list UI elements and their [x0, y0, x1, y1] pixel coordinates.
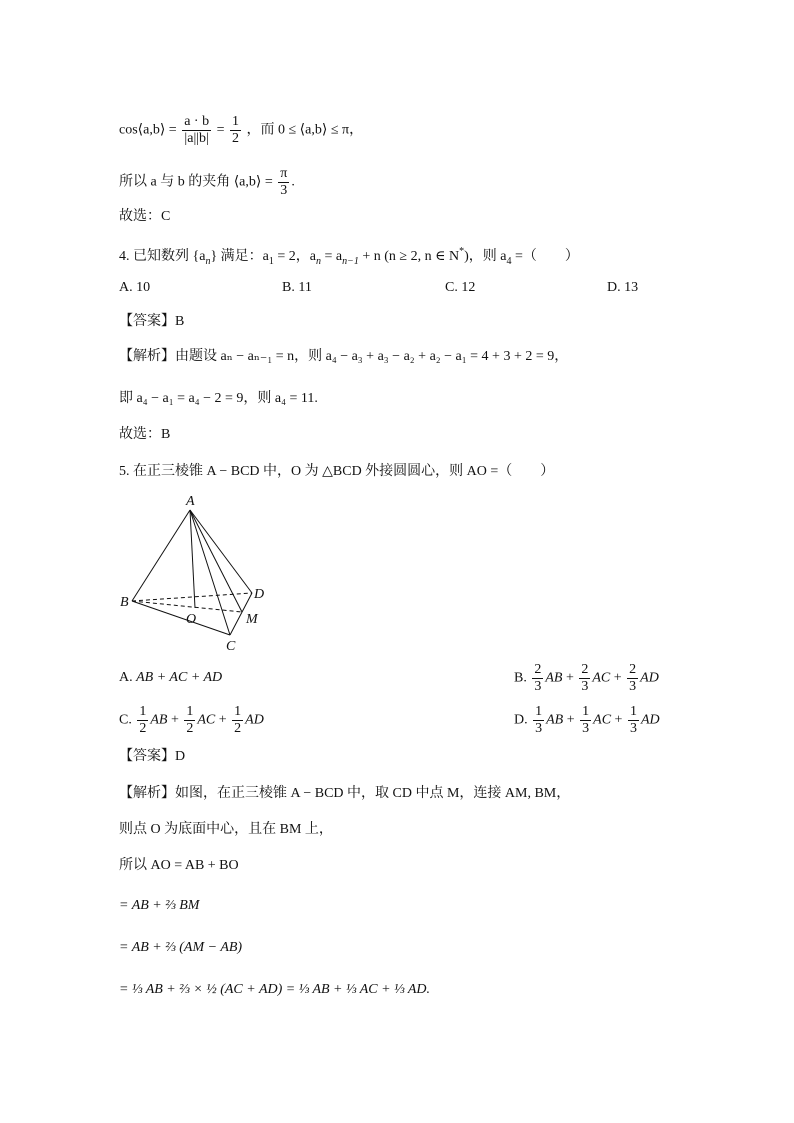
q4-stem: 4. 已知数列 $\{a_n\}$ 满足：$a_1 = 2$，$a_n = a_{n-1} + n$ (n ≥ 2, n ∈ N*)，则 $a_4$ =（ ） — [119, 246, 579, 267]
edge-ad — [190, 510, 252, 593]
q4-stem-e: + n (n ≥ 2, n ∈ N — [358, 249, 460, 264]
angle-line — [119, 166, 295, 199]
pi-num: π — [280, 166, 288, 181]
label-c: C — [226, 639, 236, 654]
q4-stem-f: )，则 a — [464, 249, 507, 264]
q4-analysis-2: 即 a₄ − a₁ = a₄ − 2 = 9，则 a₄ = 11. — [119, 391, 318, 406]
pi-fraction — [278, 166, 289, 199]
cos-numerator: a · b — [184, 114, 210, 129]
cos-formula-line: cos⟨a,b⟩ = $\frac{a \cdot b}{|a||b|}$ = $\frac{1}{2}$ ，而 0 ≤ ⟨a,b⟩ ≤ π， — [119, 114, 364, 146]
q5-option-a-expr: AB + AC + AD — [136, 670, 223, 685]
q5-analysis-1: 【解析】如图，在正三棱锥 A − BCD 中，取 CD 中点 M，连接 AM, BM， — [119, 786, 571, 801]
q4-option-d: D. 13 — [607, 280, 639, 295]
q5-option-c: C. $\frac{1}{2}$ AB + $\frac{1}{2}$ AC + $\frac{1}{2}$ AD — [119, 704, 264, 736]
cos-denominator: |a||b| — [184, 131, 209, 146]
q4-option-c: C. 12 — [445, 280, 476, 295]
q4-answer: 【答案】B — [119, 314, 185, 329]
q4-stem-a: 4. 已知数列 {a — [119, 249, 206, 264]
q4-analysis-1: 【解析】由题设 aₙ − aₙ₋₁ = n，则 a₄ − a₃ + a₃ − a₂ + a₂ − a₁ = 4 + 3 + 2 = 9， — [119, 349, 569, 364]
cos-fraction — [182, 114, 211, 147]
edge-ab — [132, 510, 190, 601]
half-num: 1 — [232, 114, 239, 129]
label-d: D — [254, 587, 265, 602]
q5-answer: 【答案】D — [119, 749, 186, 764]
q5-step-1: = AB + ⅔ BM — [119, 898, 200, 913]
q5-step-3: = ⅓ AB + ⅔ × ½ (AC + AD) = ⅓ AB + ⅓ AC + ⅓ AD. — [119, 982, 431, 997]
angle-prefix: 所以 a 与 b 的夹角 ⟨a,b⟩ = — [119, 174, 273, 190]
half-den: 2 — [232, 131, 239, 146]
q5-option-d-label: D. — [514, 712, 528, 728]
q5-analysis-2: 则点 O 为底面中心，且在 BM 上， — [119, 822, 333, 837]
q5-stem: 5. 在正三棱锥 A − BCD 中，O 为 △BCD 外接圆圆心，则 AO =（ ） — [119, 464, 555, 479]
cos-prefix: cos⟨a,b⟩ = — [119, 122, 177, 138]
range-text: ，而 0 ≤ ⟨a,b⟩ ≤ π， — [246, 122, 364, 138]
q5-option-d: D. $\frac{1}{3}$ AB + $\frac{1}{3}$ AC + $\frac{1}{3}$ AD — [514, 704, 660, 736]
q5-analysis-3: 所以 AO = AB + BO — [119, 858, 239, 873]
pi-den: 3 — [280, 183, 288, 198]
label-a: A — [186, 494, 195, 509]
label-b: B — [120, 595, 129, 610]
label-m: M — [246, 612, 258, 627]
q4-stem-d: = a — [320, 249, 343, 264]
q5-step-2: = AB + ⅔ (AM − AB) — [119, 940, 243, 955]
q5-option-b: B. $\frac{2}{3}$ AB + $\frac{2}{3}$ AC + $\frac{2}{3}$ AD — [514, 662, 659, 694]
q5-option-c-label: C. — [119, 712, 132, 728]
q4-option-b: B. 11 — [282, 280, 312, 295]
q5-option-b-label: B. — [514, 670, 527, 686]
angle-end: . — [291, 174, 295, 190]
label-o: O — [186, 612, 197, 627]
q4-stem-b: } 满足：a — [210, 249, 269, 264]
intro-choice: 故选：C — [119, 209, 171, 224]
q5-option-a — [119, 670, 222, 686]
half-fraction — [230, 114, 241, 147]
q4-stem-g: =（ ） — [511, 249, 579, 264]
q4-choice: 故选：B — [119, 427, 171, 442]
q4-option-a: A. 10 — [119, 280, 151, 295]
q5-option-a-label: A. — [119, 670, 133, 685]
tetrahedron-figure — [110, 490, 280, 655]
q4-stem-c: = 2，a — [273, 249, 316, 264]
